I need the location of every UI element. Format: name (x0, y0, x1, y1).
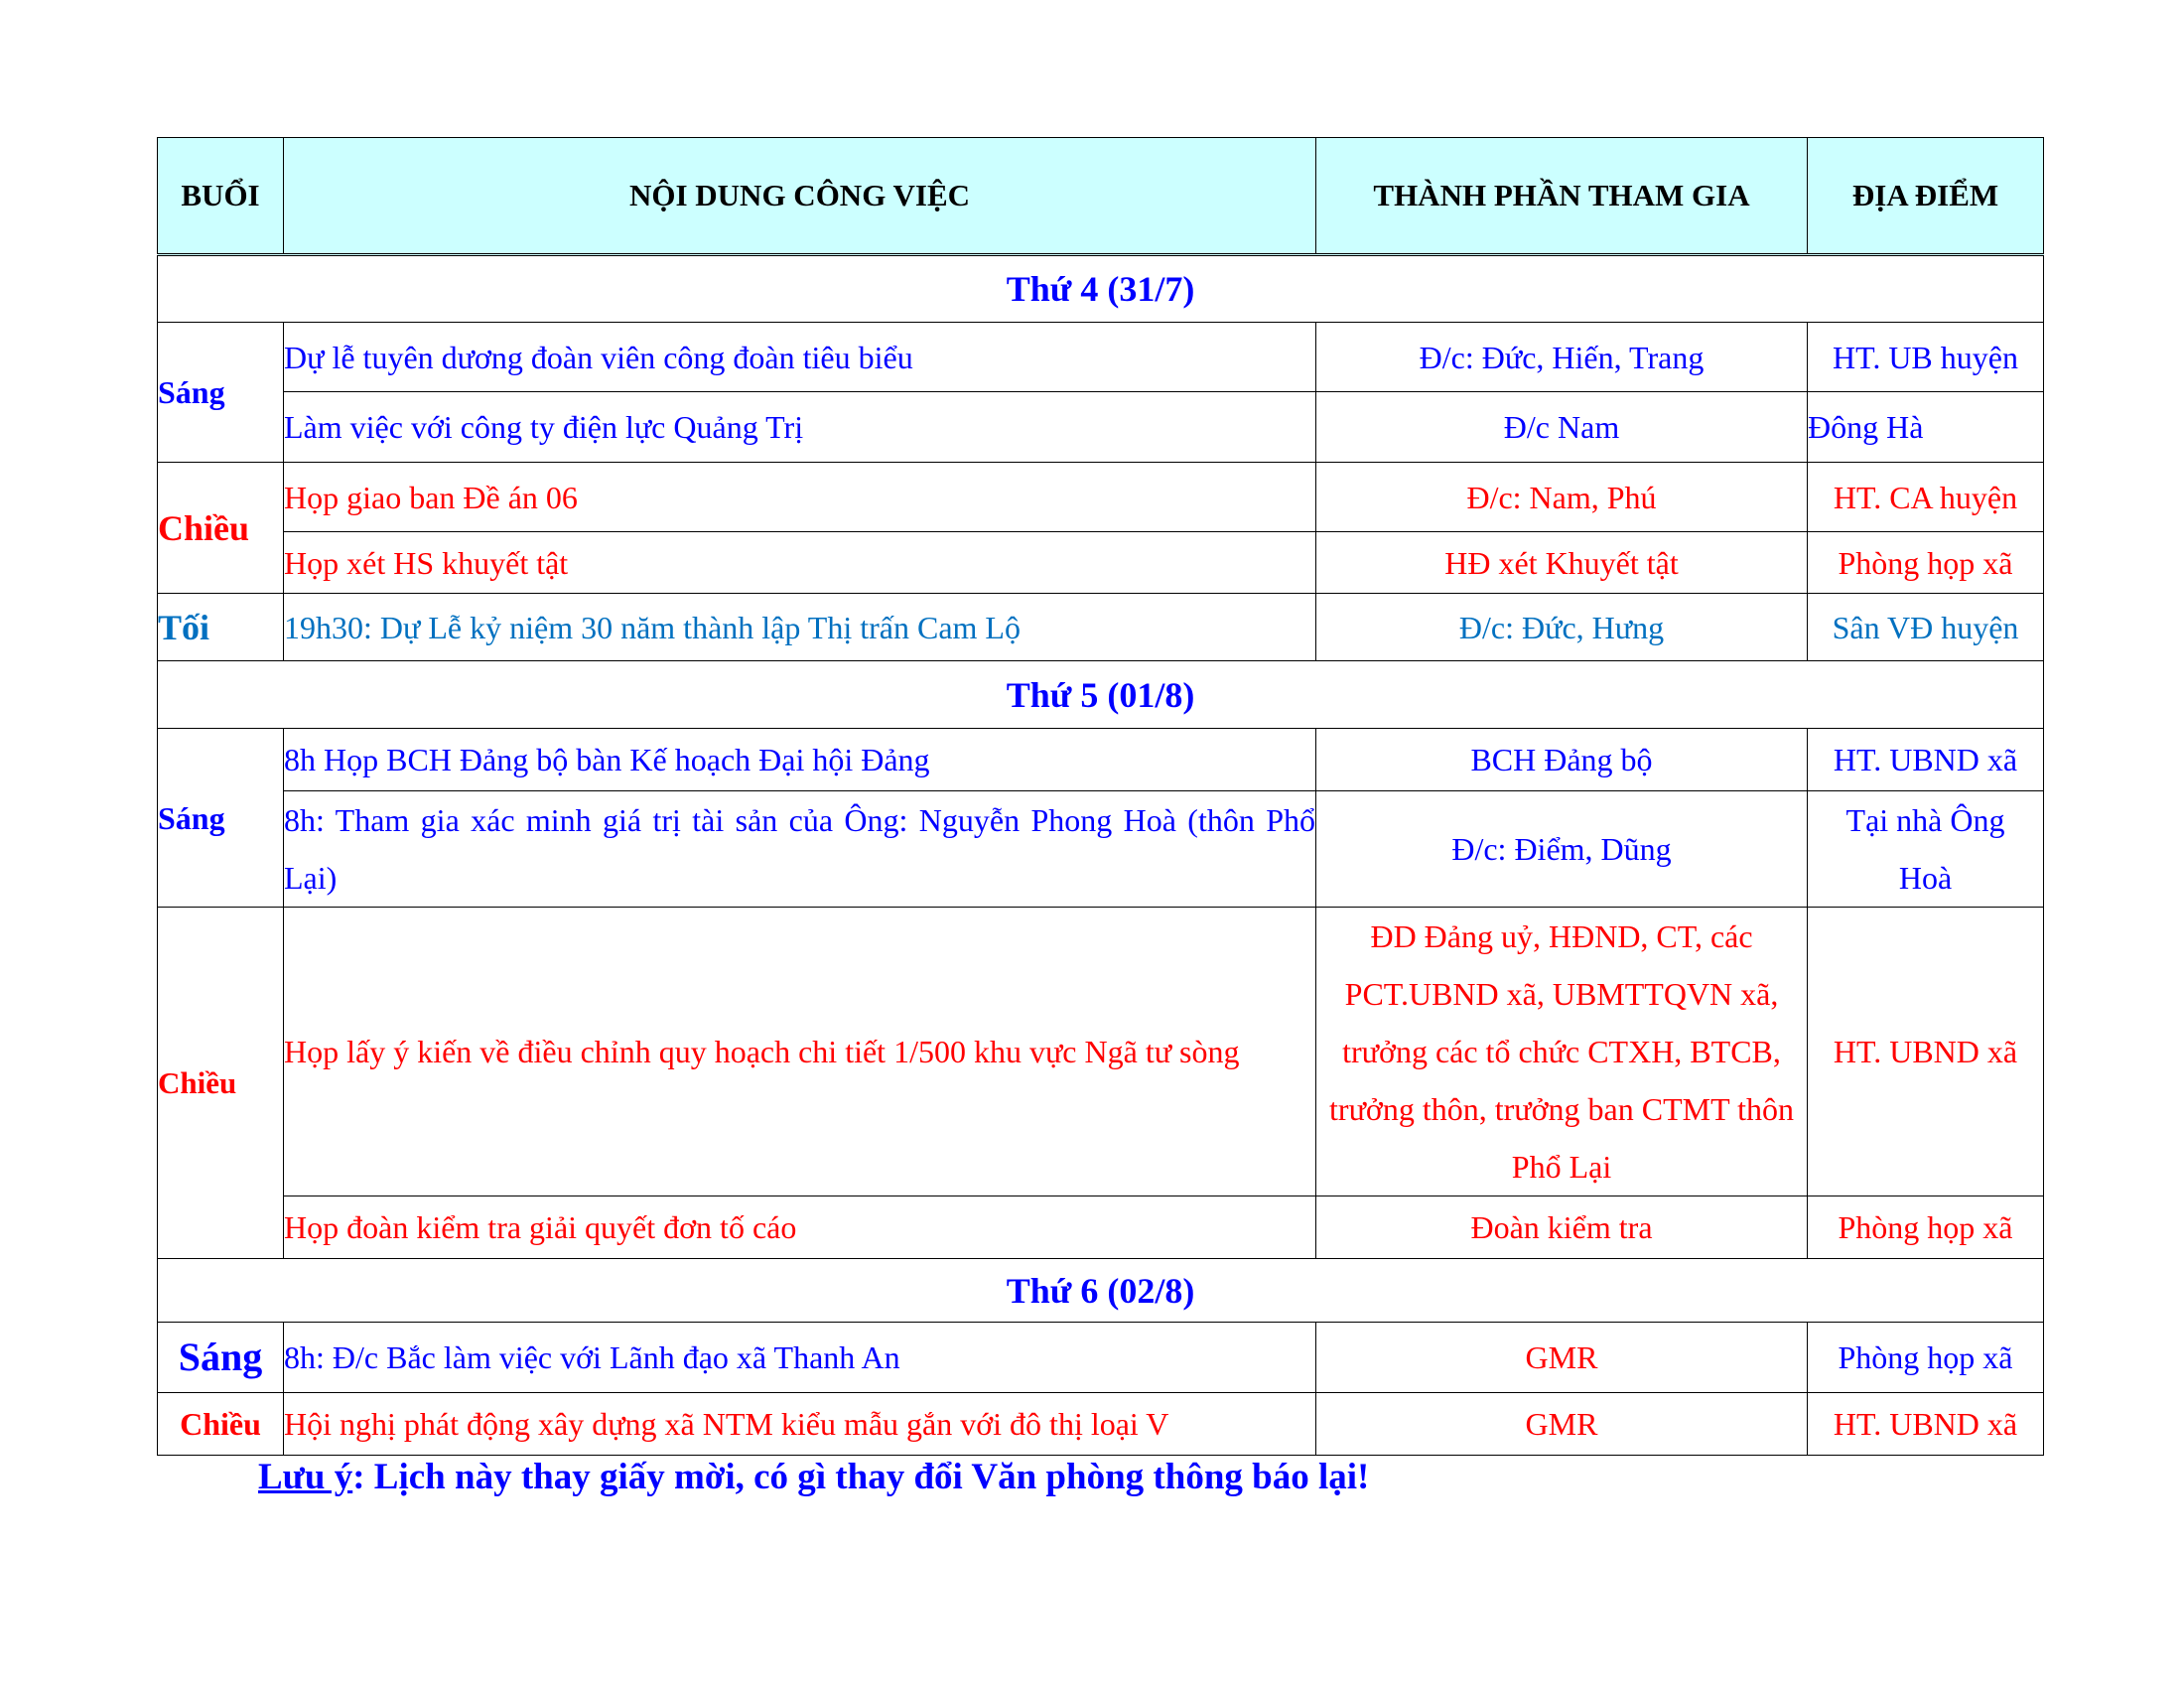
day-row (158, 661, 2044, 729)
task-participants: Đoàn kiểm tra (1316, 1196, 1808, 1259)
task-content: Họp đoàn kiểm tra giải quyết đơn tố cáo (284, 1196, 1316, 1259)
task-content: 8h: Tham gia xác minh giá trị tài sản của Ông: Nguyễn Phong Hoà (thôn Phổ Lại) (284, 791, 1316, 908)
session-label: Tối (158, 594, 284, 661)
day-title: Thứ 6 (02/8) (158, 1259, 2044, 1323)
task-location: Đông Hà (1808, 392, 2044, 463)
task-participants: ĐD Đảng uỷ, HĐND, CT, các PCT.UBND xã, UBMTTQVN xã, trưởng các tổ chức CTXH, BTCB, trưởng thôn, trưởng ban CTMT thôn Phổ Lại (1316, 908, 1808, 1196)
day-title: Thứ 5 (01/8) (158, 661, 2044, 729)
task-content: Làm việc với công ty điện lực Quảng Trị (284, 392, 1316, 463)
task-participants: Đ/c: Điểm, Dũng (1316, 791, 1808, 908)
task-content: Họp xét HS khuyết tật (284, 532, 1316, 594)
task-content: Hội nghị phát động xây dựng xã NTM kiểu mẫu gắn với đô thị loại V (284, 1393, 1316, 1456)
table-row (158, 463, 2044, 532)
day-row (158, 1259, 2044, 1323)
task-content: Dự lễ tuyên dương đoàn viên công đoàn tiêu biểu (284, 323, 1316, 392)
header-location: ĐỊA ĐIỂM (1808, 138, 2044, 255)
session-label: Sáng (158, 323, 284, 463)
task-location: HT. UB huyện (1808, 323, 2044, 392)
table-row (158, 908, 2044, 1196)
header-participants: THÀNH PHẦN THAM GIA (1316, 138, 1808, 255)
task-location: Tại nhà Ông Hoà (1808, 791, 2044, 908)
table-row (158, 594, 2044, 661)
task-participants: Đ/c: Nam, Phú (1316, 463, 1808, 532)
task-content: 19h30: Dự Lễ kỷ niệm 30 năm thành lập Thị trấn Cam Lộ (284, 594, 1316, 661)
table-row (158, 532, 2044, 594)
schedule-table (157, 137, 2044, 1456)
task-location: Phòng họp xã (1808, 532, 2044, 594)
task-location: HT. CA huyện (1808, 463, 2044, 532)
table-row (158, 729, 2044, 791)
session-label: Chiều (158, 463, 284, 594)
table-row (158, 1323, 2044, 1393)
session-label: Sáng (158, 1323, 284, 1393)
day-row (158, 255, 2044, 323)
task-participants: BCH Đảng bộ (1316, 729, 1808, 791)
task-location: Sân VĐ huyện (1808, 594, 2044, 661)
day-title: Thứ 4 (31/7) (158, 255, 2044, 323)
task-location: Phòng họp xã (1808, 1196, 2044, 1259)
note-label: Lưu ý (258, 1457, 353, 1497)
note-text: : Lịch này thay giấy mời, có gì thay đổi Văn phòng thông báo lại! (352, 1457, 1370, 1497)
header-content: NỘI DUNG CÔNG VIỆC (284, 138, 1316, 255)
session-label: Chiều (158, 1393, 284, 1456)
task-content: 8h: Đ/c Bắc làm việc với Lãnh đạo xã Thanh An (284, 1323, 1316, 1393)
task-participants: Đ/c Nam (1316, 392, 1808, 463)
session-label: Sáng (158, 729, 284, 908)
table-row (158, 323, 2044, 392)
task-content: Họp giao ban Đề án 06 (284, 463, 1316, 532)
task-participants: Đ/c: Đức, Hiến, Trang (1316, 323, 1808, 392)
footer-note (258, 1456, 1369, 1498)
table-row (158, 1393, 2044, 1456)
header-session: BUỔI (158, 138, 284, 255)
task-participants: Đ/c: Đức, Hưng (1316, 594, 1808, 661)
task-participants: HĐ xét Khuyết tật (1316, 532, 1808, 594)
task-content: 8h Họp BCH Đảng bộ bàn Kế hoạch Đại hội Đảng (284, 729, 1316, 791)
table-row (158, 791, 2044, 908)
session-label: Chiều (158, 908, 284, 1259)
task-location: HT. UBND xã (1808, 1393, 2044, 1456)
task-participants: GMR (1316, 1323, 1808, 1393)
table-row (158, 392, 2044, 463)
table-row (158, 1196, 2044, 1259)
header-row (158, 138, 2044, 255)
task-location: Phòng họp xã (1808, 1323, 2044, 1393)
task-participants: GMR (1316, 1393, 1808, 1456)
task-content: Họp lấy ý kiến về điều chỉnh quy hoạch chi tiết 1/500 khu vực Ngã tư sòng (284, 908, 1316, 1196)
task-location: HT. UBND xã (1808, 908, 2044, 1196)
task-location: HT. UBND xã (1808, 729, 2044, 791)
